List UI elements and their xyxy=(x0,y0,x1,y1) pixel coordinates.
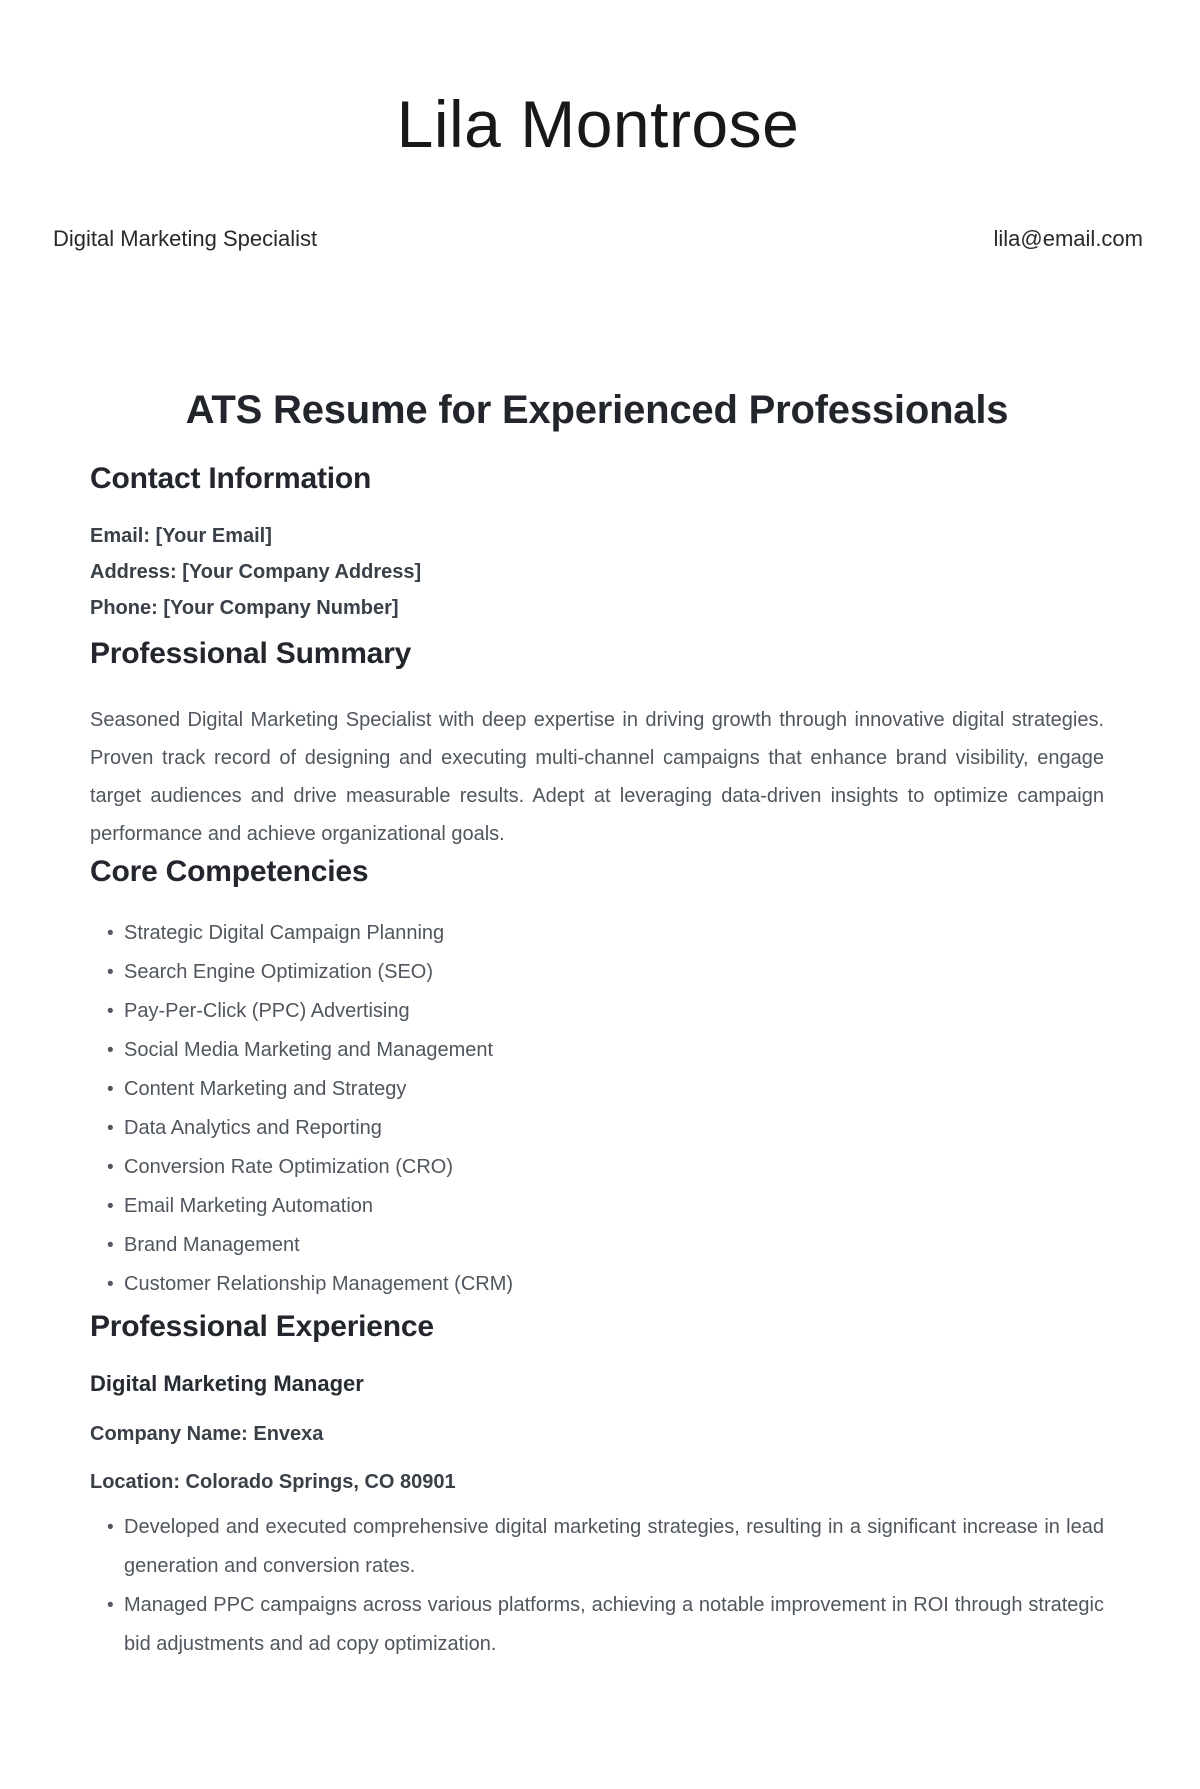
competency-item: • Conversion Rate Optimization (CRO) xyxy=(124,1148,1104,1187)
competency-item: • Pay-Per-Click (PPC) Advertising xyxy=(124,992,1104,1031)
competency-item: • Social Media Marketing and Management xyxy=(124,1031,1104,1070)
contact-line-phone: Phone: [Your Company Number] xyxy=(90,597,399,619)
competency-item: • Strategic Digital Campaign Planning xyxy=(124,914,1104,953)
resume-letterhead xyxy=(0,88,1200,254)
experience-bullet: • Managed PPC campaigns across various platforms, achieving a notable improvement in ROI through strategic bid adjustments and ad copy optimization. xyxy=(124,1586,1104,1664)
competency-item: • Search Engine Optimization (SEO) xyxy=(124,953,1104,992)
competency-item: • Brand Management xyxy=(124,1226,1104,1265)
person-name: Lila Montrose xyxy=(396,87,800,161)
competency-item: • Data Analytics and Reporting xyxy=(124,1109,1104,1148)
job-location-line: Location: Colorado Springs, CO 80901 xyxy=(90,1471,456,1493)
section-heading-competencies: Core Competencies xyxy=(90,855,369,888)
section-heading-experience: Professional Experience xyxy=(90,1310,434,1343)
contact-line-email: Email: [Your Email] xyxy=(90,525,272,547)
summary-paragraph: Seasoned Digital Marketing Specialist with deep expertise in driving growth through innovative digital strategies. Proven track record of designing and executing multi-channel campaigns that enhance brand visibility, engage target audiences and drive measurable results. Adept at leveraging data-driven insights to optimize campaign performance and achieve organizational goals. xyxy=(90,709,1104,845)
experience-bullet: • Developed and executed comprehensive digital marketing strategies, resulting in a significant increase in lead generation and conversion rates. xyxy=(124,1508,1104,1586)
person-role: Digital Marketing Specialist xyxy=(53,226,318,251)
person-email: lila@email.com xyxy=(993,226,1143,251)
contact-line-address: Address: [Your Company Address] xyxy=(90,561,422,583)
document-title: ATS Resume for Experienced Professionals xyxy=(185,388,1009,432)
job-title: Digital Marketing Manager xyxy=(90,1371,364,1396)
competencies-list xyxy=(90,914,1104,1304)
resume-document xyxy=(0,386,1200,1664)
competency-item: • Email Marketing Automation xyxy=(124,1187,1104,1226)
competency-item: • Customer Relationship Management (CRM) xyxy=(124,1265,1104,1304)
section-heading-contact: Contact Information xyxy=(90,462,372,495)
competency-item: • Content Marketing and Strategy xyxy=(124,1070,1104,1109)
contact-lines xyxy=(90,522,1104,622)
experience-bullet-list xyxy=(90,1508,1104,1664)
letterhead-meta-row xyxy=(53,224,1143,254)
job-company-line: Company Name: Envexa xyxy=(90,1423,324,1445)
section-heading-summary: Professional Summary xyxy=(90,637,412,670)
